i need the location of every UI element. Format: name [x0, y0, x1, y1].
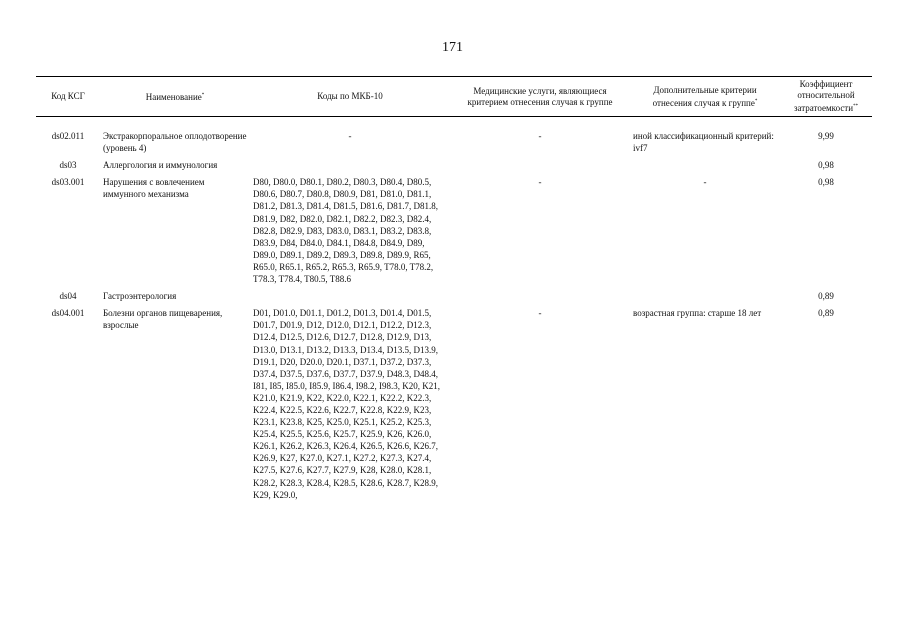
cell-services: - — [538, 308, 542, 319]
table-row — [36, 176, 872, 290]
header-mkb: Коды по МКБ-10 — [250, 77, 450, 117]
cell-name: Гастроэнтерология — [103, 291, 177, 302]
footnote-mark: * — [201, 93, 205, 98]
cell-name: Нарушения с вовлечением иммунного механизма — [103, 177, 205, 200]
cell-code: ds04 — [59, 291, 77, 302]
header-code: Код КСГ — [36, 77, 100, 117]
cell-mkb — [250, 159, 450, 176]
header-services: Медицинские услуги, являющиеся критерием отнесения случая к группе — [450, 77, 630, 117]
cell-coef: 0,89 — [818, 291, 834, 302]
cell-coef: 9,99 — [818, 131, 834, 141]
cell-code: ds03 — [59, 160, 77, 171]
cell-extra — [630, 290, 780, 307]
page-number: 171 — [442, 40, 463, 55]
header-coefficient: Коэффициент относительной затратоемкости** — [780, 77, 872, 117]
cell-extra: иной классификационный критерий: ivf7 — [633, 131, 774, 154]
table-row — [36, 307, 872, 506]
cell-services: - — [538, 177, 542, 188]
cell-coef: 0,89 — [818, 308, 834, 319]
cell-name: Экстракорпоральное оплодотворение (уровень 4) — [103, 131, 247, 154]
cell-mkb: - — [348, 131, 352, 141]
cell-services: - — [538, 131, 542, 141]
cell-name: Аллергология и иммунология — [103, 160, 218, 171]
cell-extra — [630, 159, 780, 176]
cell-extra: возрастная группа: старше 18 лет — [633, 308, 762, 319]
footnote-mark: ** — [853, 104, 859, 109]
cell-code: ds03.001 — [51, 177, 85, 188]
table-row — [36, 290, 872, 307]
cell-extra: - — [703, 177, 707, 188]
footnote-mark: * — [754, 98, 758, 104]
cell-services — [450, 159, 630, 176]
cell-code: ds02.011 — [51, 131, 85, 141]
table-body — [36, 117, 872, 506]
cell-coef: 0,98 — [818, 177, 834, 188]
cell-mkb — [250, 290, 450, 307]
cell-code: ds04.001 — [51, 308, 85, 319]
cell-mkb: D01, D01.0, D01.1, D01.2, D01.3, D01.4, D01.5, D01.7, D01.9, D12, D12.0, D12.1, D12.2, D12.3, D12.4, D12.5, D12.6, D12.7, D12.8, D12.9, D13, D13.0, D13.1, D13.2, D13.3, D13.4, D13.5, D13.9, D19.1, D20, D20.0, D20.1, D37.1, D37.2, D37.3, D37.4, D37.5, D37.6, D37.7, D37.9, D48.3, D48.4, I81, I85, I85.0, I85.9, I86.4, I98.2, I98.3, K20, K21, K21.0, K21.9, K22, K22.0, K22.1, K22.2, K22.3, K22.4, K22.5, K22.6, K22.7, K22.8, K22.9, K23, K23.1, K23.8, K25, K25.0, K25.1, K25.2, K25.3, K25.4, K25.5, K25.6, K25.7, K25.9, K26, K26.0, K26.1, K26.2, K26.3, K26.4, K26.5, K26.6, K26.7, K26.9, K27, K27.0, K27.1, K27.2, K27.3, K27.4, K27.5, K27.6, K27.7, K27.9, K28, K28.0, K28.1, K28.2, K28.3, K28.4, K28.5, K28.6, K28.7, K28.9, K29, K29.0, — [253, 308, 440, 500]
table-row — [36, 117, 872, 160]
ksg-table — [36, 76, 872, 506]
cell-coef: 0,98 — [818, 160, 834, 171]
cell-mkb: D80, D80.0, D80.1, D80.2, D80.3, D80.4, D80.5, D80.6, D80.7, D80.8, D80.9, D81, D81.0, D81.1, D81.2, D81.3, D81.4, D81.5, D81.6, D81.7, D81.8, D81.9, D82, D82.0, D82.1, D82.2, D82.3, D82.4, D82.8, D82.9, D83, D83.0, D83.1, D83.2, D83.8, D83.9, D84, D84.0, D84.1, D84.8, D84.9, D89, D89.0, D89.1, D89.2, D89.3, D89.8, D89.9, R65, R65.0, R65.1, R65.2, R65.3, R65.9, T78.0, T78.2, T78.3, T78.4, T80.5, T88.6 — [253, 177, 438, 285]
cell-services — [450, 290, 630, 307]
header-name: Наименование* — [100, 77, 250, 117]
ksg-table-container — [36, 76, 872, 506]
table-header — [36, 77, 872, 117]
header-extra-criteria: Дополнительные критерии отнесения случая к группе* — [630, 77, 780, 117]
cell-name: Болезни органов пищеварения, взрослые — [103, 308, 223, 331]
table-row — [36, 159, 872, 176]
